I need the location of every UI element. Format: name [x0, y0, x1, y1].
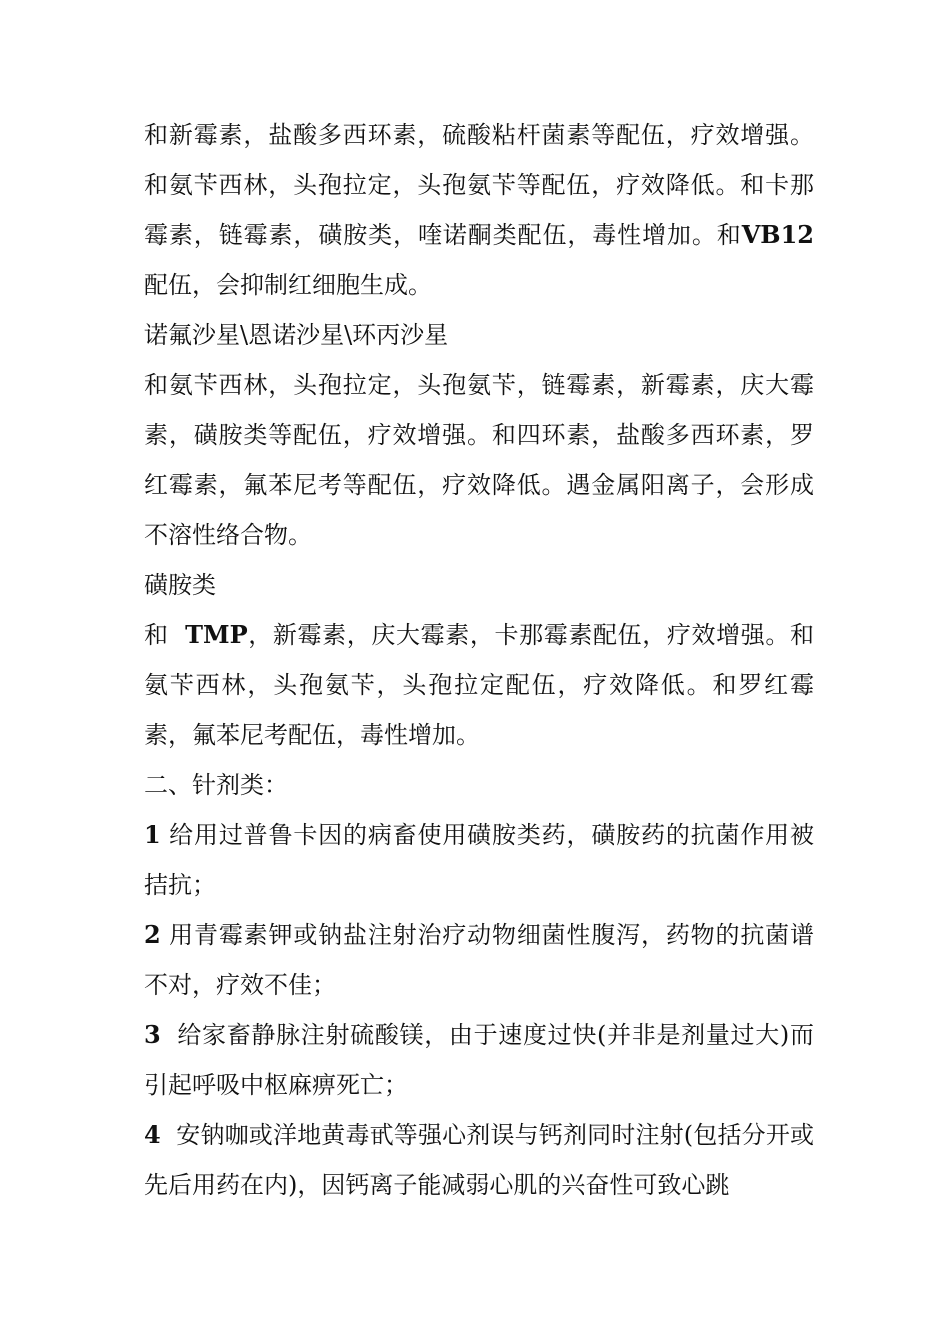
list-item-number: 3: [144, 1020, 161, 1049]
paragraph-text: 配伍，会抑制红细胞生成。: [144, 271, 432, 299]
paragraph-drug-interactions-1: [144, 110, 814, 310]
list-item: [144, 1010, 814, 1110]
list-item: [144, 810, 814, 910]
list-item-number: 1: [144, 820, 161, 849]
list-item-text: 给用过普鲁卡因的病畜使用磺胺类药，磺胺药的抗菌作用被拮抗；: [144, 821, 814, 899]
list-item-text: 给家畜静脉注射硫酸镁，由于速度过快(并非是剂量过大)而引起呼吸中枢麻痹死亡；: [144, 1021, 814, 1099]
list-item: [144, 910, 814, 1010]
heading-injections: 二、针剂类：: [144, 771, 288, 799]
document-body: [144, 110, 814, 1210]
list-item: [144, 1110, 814, 1210]
paragraph-drug-interactions-2: 和氨苄西林，头孢拉定，头孢氨苄，链霉素，新霉素，庆大霉素，磺胺类等配伍，疗效增强。和四环素，盐酸多西环素，罗红霉素，氟苯尼考等配伍，疗效降低。遇金属阳离子，会形成不溶性络合物。: [144, 371, 814, 549]
paragraph-drug-interactions-3: [144, 610, 814, 760]
paragraph-text: 和新霉素，盐酸多西环素，硫酸粘杆菌素等配伍，疗效增强。和氨苄西林，头孢拉定，头孢氨苄等配伍，疗效降低。和卡那霉素，链霉素，磺胺类，喹诺酮类配伍，毒性增加。和: [144, 121, 814, 249]
paragraph-text: ，新霉素，庆大霉素，卡那霉素配伍，疗效增强。和氨苄西林，头孢氨苄，头孢拉定配伍，疗效降低。和罗红霉素，氟苯尼考配伍，毒性增加。: [144, 621, 814, 749]
list-item-text: 安钠咖或洋地黄毒甙等强心剂误与钙剂同时注射(包括分开或先后用药在内)，因钙离子能减弱心肌的兴奋性可致心跳: [144, 1121, 814, 1199]
heading-quinolones: 诺氟沙星\恩诺沙星\环丙沙星: [144, 321, 449, 349]
heading-sulfonamides: 磺胺类: [144, 571, 216, 599]
paragraph-text: 和: [144, 621, 169, 649]
list-item-text: 用青霉素钾或钠盐注射治疗动物细菌性腹泻，药物的抗菌谱不对，疗效不佳；: [144, 921, 814, 999]
list-item-number: 2: [144, 920, 161, 949]
tmp-term: TMP: [185, 620, 248, 649]
vitamin-b12-term: VB12: [741, 220, 814, 249]
list-item-number: 4: [144, 1120, 161, 1149]
